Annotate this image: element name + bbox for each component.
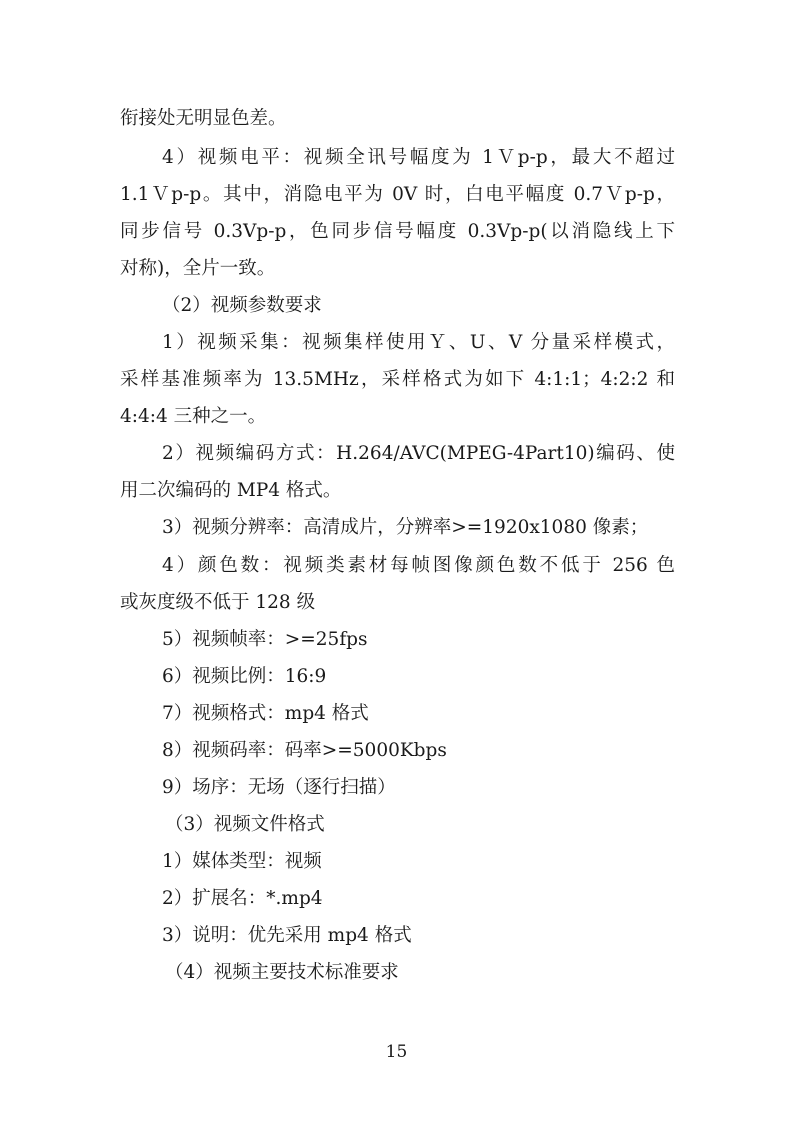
text-line: 衔接处无明显色差。: [120, 108, 287, 129]
text-line: 对称)，全片一致。: [120, 258, 276, 279]
text-line: 7）视频格式：mp4 格式: [162, 703, 369, 724]
page-number: 15: [385, 1042, 408, 1062]
section-heading: （3）视频文件格式: [165, 814, 325, 835]
text-line: 4）颜色数：视频类素材每帧图像颜色数不低于 256 色: [162, 555, 675, 576]
text-line: 2）扩展名：*.mp4: [162, 888, 323, 909]
text-line: 用二次编码的 MP4 格式。: [120, 480, 342, 501]
text-line: 3）视频分辨率：高清成片，分辨率>=1920x1080 像素；: [162, 517, 649, 538]
text-line: 4）视频电平：视频全讯号幅度为 1Ｖp-p，最大不超过: [162, 147, 675, 168]
text-line: 9）场序：无场（逐行扫描）: [162, 777, 396, 798]
text-line: 8）视频码率：码率>=5000Kbps: [162, 740, 447, 761]
text-line: 3）说明：优先采用 mp4 格式: [162, 925, 412, 946]
text-line: 采样基准频率为 13.5MHz，采样格式为如下 4:1:1；4:2:2 和: [120, 369, 675, 390]
text-line: 2）视频编码方式：H.264/AVC(MPEG-4Part10)编码、使: [162, 443, 675, 464]
text-line: 1）视频采集：视频集样使用Ｙ、U、V 分量采样模式，: [162, 332, 675, 353]
text-line: 4:4:4 三种之一。: [120, 406, 267, 427]
text-line: 1.1Ｖp-p。其中，消隐电平为 0V 时，白电平幅度 0.7Ｖp-p，: [120, 184, 675, 205]
section-heading: （2）视频参数要求: [162, 295, 322, 316]
text-line: 同步信号 0.3Vp-p，色同步信号幅度 0.3Vp-p(以消隐线上下: [120, 221, 675, 242]
section-heading: （4）视频主要技术标准要求: [165, 962, 399, 983]
text-line: 5）视频帧率：>=25fps: [162, 629, 368, 650]
text-line: 6）视频比例：16:9: [162, 666, 327, 687]
text-line: 或灰度级不低于 128 级: [120, 592, 316, 613]
text-line: 1）媒体类型：视频: [162, 851, 322, 872]
